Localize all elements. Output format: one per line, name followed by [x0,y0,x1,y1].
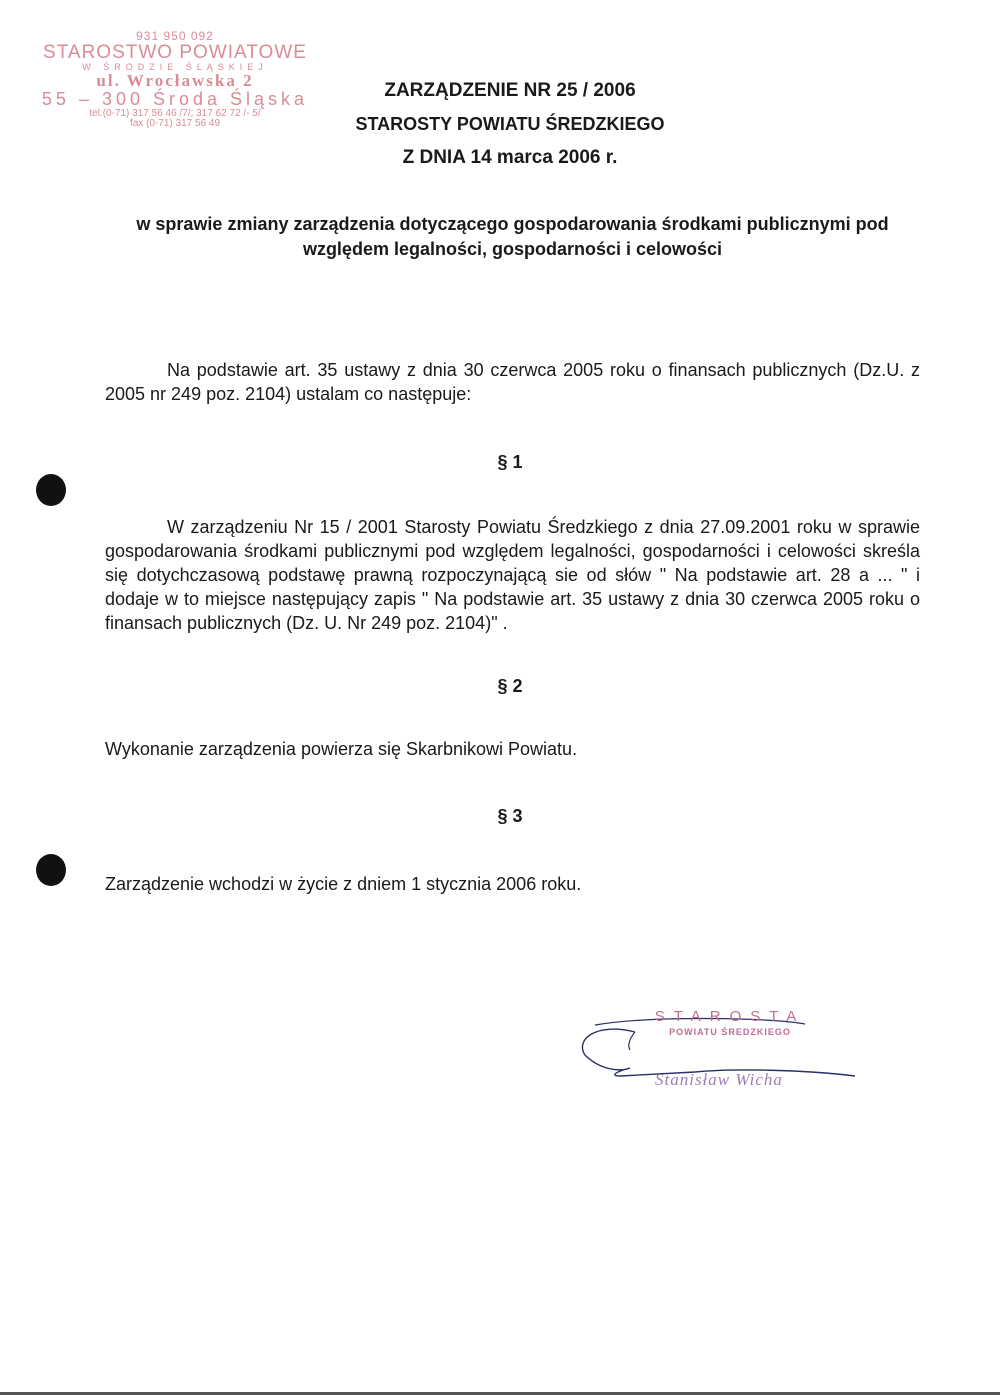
signature-stamp [630,1008,830,1037]
punch-hole [36,474,66,506]
stamp-office-name: STAROSTWO POWIATOWE [43,41,307,63]
section-3-text: Zarządzenie wchodzi w życie z dniem 1 stycznia 2006 roku. [105,874,582,894]
office-stamp [40,30,310,130]
issuer: STAROSTY POWIATU ŚREDZKIEGO [355,114,665,134]
document-date: Z DNIA 14 marca 2006 r. [402,147,618,168]
section-2-text: Wykonanie zarządzenia powierza się Skarbnikowi Powiatu. [105,739,578,759]
section-1-label: § 1 [497,452,523,472]
stamp-number: 931 950 092 [136,29,214,43]
signature-title: STAROSTA [654,1008,806,1025]
section-3-label: § 3 [497,806,523,826]
document-title: ZARZĄDZENIE NR 25 / 2006 [384,80,636,101]
stamp-fax: fax (0-71) 317 56 49 [129,118,221,130]
document-subject: w sprawie zmiany zarządzenia dotyczącego gospodarowania środkami publicznymi pod względem legalności, gospodarności i celowości [136,214,889,259]
signature-subtitle: POWIATU ŚREDZKIEGO [669,1027,791,1037]
intro-paragraph: Na podstawie art. 35 ustawy z dnia 30 czerwca 2005 roku o finansach publicznych (Dz.U. z 2005 nr 249 poz. 2104) ustalam co następuje: [105,360,920,404]
stamp-postal: 55 – 300 Środa Śląska [41,88,309,109]
stamp-tel: tel.(0-71) 317 56 46 /7/; 317 62 72 /- 5/ [89,107,261,119]
stamp-town: W ŚRODZIE ŚLĄSKIEJ [82,61,268,72]
stamp-street: ul. Wrocławska 2 [96,70,254,90]
punch-hole [36,854,66,886]
section-1-text: W zarządzeniu Nr 15 / 2001 Starosty Powiatu Średzkiego z dnia 27.09.2001 roku w sprawie gospodarowania środkami publicznymi pod względem legalności, gospodarności i celowości skreśla się dotychczasową podstawę prawną rozpoczynającą sie od słów " Na podstawie art. 28 a ... " i dodaje w to miejsce następujący zapis " Na podstawie art. 35 ustawy z dnia 30 czerwca 2005 roku o finansach publicznych (Dz. U. Nr 249 poz. 2104)" . [105,517,920,633]
section-2-label: § 2 [497,676,523,696]
signatory-name: Stanisław Wicha [655,1070,783,1089]
